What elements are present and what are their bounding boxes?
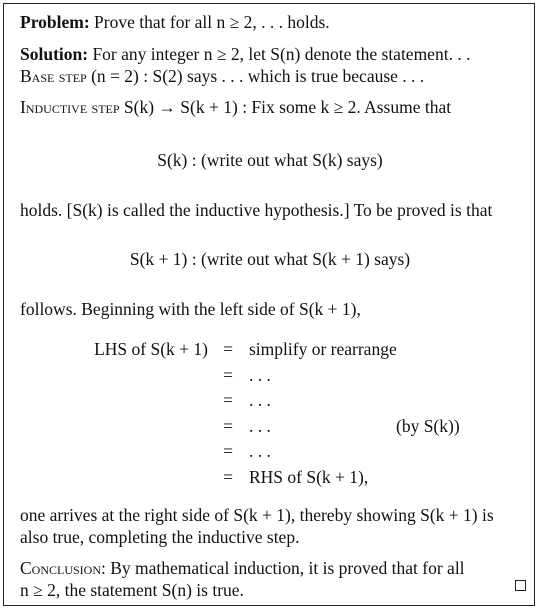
conclusion-label: Conclusion:	[20, 558, 106, 578]
derivation-expr: . . .	[249, 416, 271, 436]
derivation-rel: =	[223, 416, 233, 436]
derivation-expr: . . .	[249, 390, 271, 410]
derivation-rel: =	[223, 390, 233, 410]
solution-line	[20, 43, 470, 65]
inductive-step-text: S(k) → S(k + 1) : Fix some k ≥ 2. Assume that	[123, 97, 452, 117]
derivation-expr: simplify or rearrange	[249, 339, 397, 359]
derivation-lhs: LHS of S(k + 1)	[94, 339, 208, 359]
display-hypothesis: S(k) : (write out what S(k) says)	[157, 150, 383, 170]
derivation-justification: (by S(k))	[396, 416, 460, 436]
inductive-step-label: Inductive step	[20, 97, 120, 117]
base-step-line	[20, 65, 424, 87]
derivation-expr: . . .	[249, 365, 271, 385]
inductive-step-line	[20, 96, 451, 118]
derivation-rel: =	[223, 441, 233, 461]
derivation-rel: =	[223, 365, 233, 385]
closing-line-2: also true, completing the inductive step.	[20, 527, 300, 547]
square-qed-icon	[515, 580, 526, 591]
base-step-text: (n = 2) : S(2) says . . . which is true because . . .	[91, 66, 425, 86]
holds-line: holds. [S(k) is called the inductive hypothesis.] To be proved is that	[20, 200, 493, 220]
derivation-expr: . . .	[249, 441, 271, 461]
conclusion-line-2: n ≥ 2, the statement S(n) is true.	[20, 580, 244, 600]
follows-line: follows. Beginning with the left side of S(k + 1),	[20, 299, 361, 319]
base-step-label: Base step	[20, 66, 87, 86]
conclusion-line-1	[20, 557, 465, 579]
problem-heading: Problem:	[20, 12, 90, 32]
display-goal: S(k + 1) : (write out what S(k + 1) says)	[129, 249, 411, 269]
proof-template-box	[3, 3, 535, 606]
derivation-rel: =	[223, 339, 233, 359]
problem-text: Prove that for all n ≥ 2, . . . holds.	[94, 12, 330, 32]
derivation-expr: RHS of S(k + 1),	[249, 467, 369, 487]
problem-line	[20, 11, 330, 33]
derivation-rel: =	[223, 467, 233, 487]
solution-text: For any integer n ≥ 2, let S(n) denote the statement. . .	[92, 44, 471, 64]
conclusion-text: By mathematical induction, it is proved that for all	[110, 558, 465, 578]
solution-heading: Solution:	[20, 44, 89, 64]
closing-line-1: one arrives at the right side of S(k + 1), thereby showing S(k + 1) is	[20, 505, 494, 525]
